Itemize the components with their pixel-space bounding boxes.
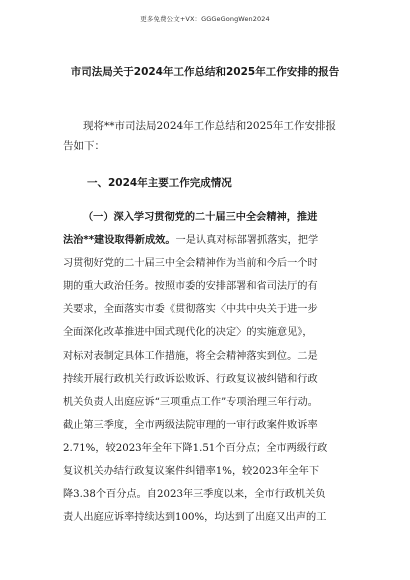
intro-line: 现将**市司法局2024年工作总结和2025年工作安排报 — [83, 120, 336, 132]
body-paragraph — [63, 206, 344, 529]
paragraph-line: 降3.38个百分点。自2023年三季度以来，全市行政机关负 — [63, 489, 326, 501]
paragraph-line: 关要求，全面落实市委《贯彻落实〈中共中央关于进一步 — [63, 304, 318, 316]
paragraph-line: 2.71%，较2023年全年下降1.51个百分点；全市两级行政 — [63, 442, 328, 454]
paragraph-line — [63, 229, 344, 252]
intro-line: 告如下： — [63, 140, 105, 152]
section-heading: 一、2024年主要工作完成情况 — [87, 177, 232, 189]
paragraph-lead: 法治**建设取得新成效。 — [63, 235, 176, 247]
document-title: 市司法局关于2024年工作总结和2025年工作安排的报告 — [70, 66, 340, 78]
paragraph-line: 习贯彻好党的二十届三中全会精神作为当前和今后一个时 — [63, 258, 318, 270]
paragraph-line: 责人出庭应诉率持续达到100%，均达到了出庭又出声的工 — [63, 512, 327, 524]
paragraph-lead: （一）深入学习贯彻党的二十届三中全会精神，推进 — [83, 212, 318, 223]
header-watermark: 更多免费公文+VX：GGGeGongWen2024 — [140, 15, 270, 23]
paragraph-line: 截止第三季度，全市两级法院审理的一审行政案件败诉率 — [63, 419, 318, 431]
paragraph-text: 一是认真对标部署抓落实，把学 — [175, 235, 319, 247]
paragraph-line: 持续开展行政机关行政诉讼败诉、行政复议被纠错和行政 — [63, 373, 318, 385]
paragraph-line: 复议机关办结行政复议案件纠错率1%，较2023年全年下 — [63, 466, 320, 478]
paragraph-line: 期的重大政治任务。按照市委的安排部署和省司法厅的有 — [63, 281, 318, 293]
paragraph-line: 对标对表制定具体工作措施，将全会精神落实到位。二是 — [63, 350, 318, 362]
paragraph-line: 机关负责人出庭应诉“三项重点工作”专项治理三年行动。 — [63, 396, 318, 408]
paragraph-line: 全面深化改革推进中国式现代化的决定〉的实施意见》， — [63, 327, 313, 339]
intro-paragraph — [63, 116, 343, 156]
